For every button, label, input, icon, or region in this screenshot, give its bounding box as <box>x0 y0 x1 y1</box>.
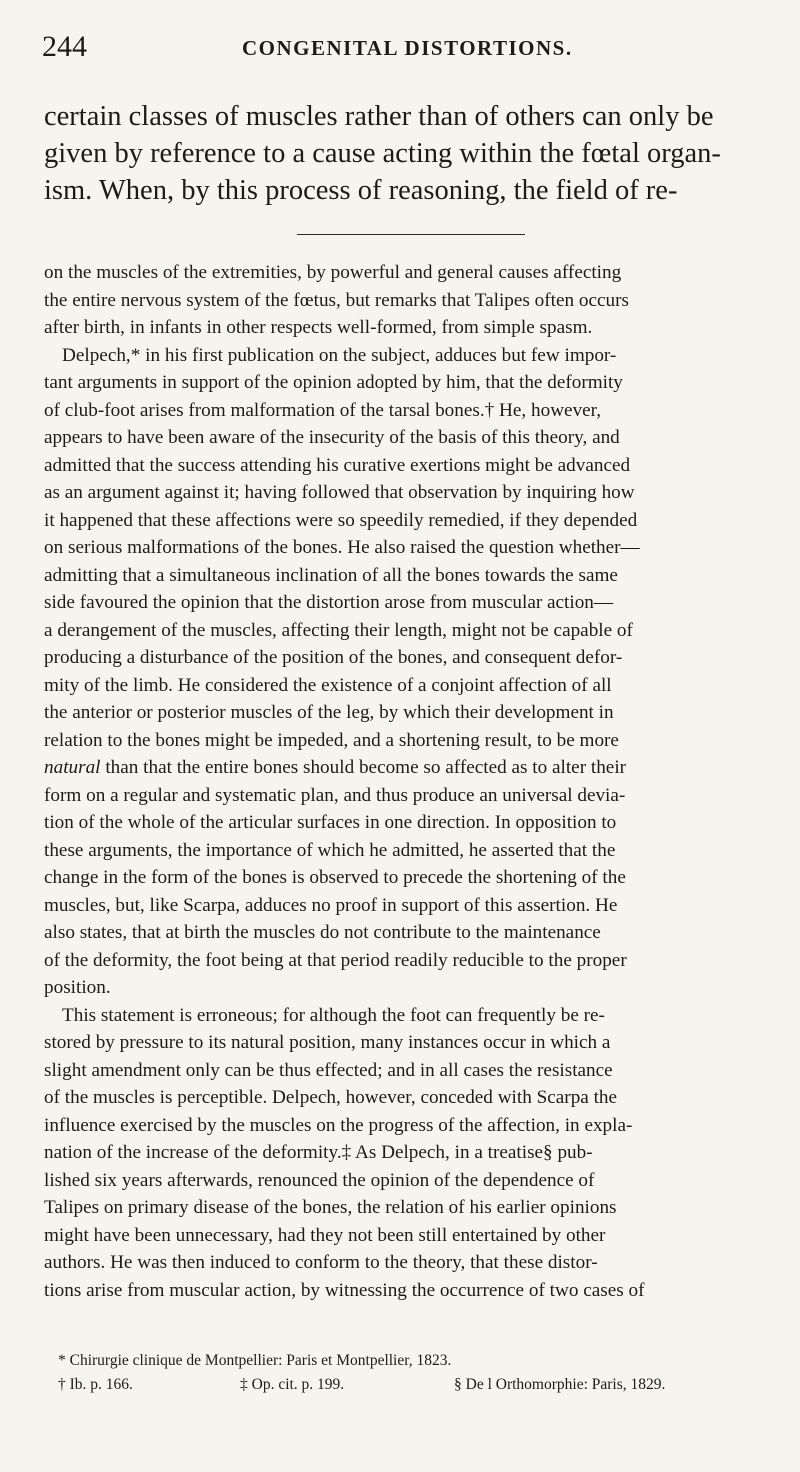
text-line: position. <box>44 977 111 998</box>
text-line: slight amendment only can be thus effected; and in all cases the resistance <box>44 1059 613 1081</box>
text-line: side favoured the opinion that the distortion arose from muscular action— <box>44 592 614 613</box>
text-line: influence exercised by the muscles on the progress of the affection, in expla- <box>44 1114 633 1136</box>
text-line: lished six years afterwards, renounced the opinion of the dependence of <box>44 1169 595 1191</box>
text-line: muscles, but, like Scarpa, adduces no proof in support of this assertion. He <box>44 894 618 916</box>
text-line: of the muscles is perceptible. Delpech, however, conceded with Scarpa the <box>44 1087 618 1108</box>
text-line-rest: than that the entire bones should become so affected as to alter their <box>105 757 627 778</box>
text-line: of club-foot arises from malformation of the tarsal bones.† He, however, <box>44 399 602 421</box>
footnote: § De l Orthomorphie: Paris, 1829. <box>454 1376 666 1393</box>
text-line: the entire nervous system of the fœtus, but remarks that Talipes often occurs <box>44 289 629 311</box>
footnote: † Ib. p. 166. <box>58 1376 133 1393</box>
text-line: relation to the bones might be impeded, and a shortening result, to be more <box>44 729 619 751</box>
text-line: also states, that at birth the muscles do not contribute to the maintenance <box>44 922 601 943</box>
text-line: Talipes on primary disease of the bones, the relation of his earlier opinions <box>44 1197 617 1218</box>
text-line-with-italic <box>44 754 760 782</box>
text-line: it happened that these affections were so speedily remedied, if they depended <box>44 509 638 531</box>
footnotes <box>58 1350 758 1398</box>
footnote-row <box>58 1374 758 1398</box>
text-line: nation of the increase of the deformity.‡ As Delpech, in a treatise§ pub- <box>44 1142 593 1163</box>
text-line: tant arguments in support of the opinion adopted by him, that the deformity <box>44 372 623 393</box>
page-number: 244 <box>42 30 87 63</box>
text-line: might have been unnecessary, had they not been still entertained by other <box>44 1224 606 1246</box>
text-line: these arguments, the importance of which he admitted, he asserted that the <box>44 839 616 861</box>
text-line: form on a regular and systematic plan, and thus produce an universal devia- <box>44 784 626 806</box>
running-head: CONGENITAL DISTORTIONS. <box>242 36 573 60</box>
text-line: the anterior or posterior muscles of the leg, by which their development in <box>44 702 614 723</box>
text-line: on serious malformations of the bones. He also raised the question whether— <box>44 537 640 558</box>
text-line: stored by pressure to its natural position, many instances occur in which a <box>44 1032 611 1053</box>
section-divider <box>297 234 525 235</box>
page-header <box>42 30 760 66</box>
text-line: change in the form of the bones is observed to precede the shortening of the <box>44 867 626 888</box>
footnote: ‡ Op. cit. p. 199. <box>240 1376 345 1393</box>
text-line: after birth, in infants in other respects well-formed, from simple spasm. <box>44 317 593 338</box>
footnote: * Chirurgie clinique de Montpellier: Paris et Montpellier, 1823. <box>58 1352 452 1369</box>
lead-line: ism. When, by this process of reasoning, the field of re- <box>44 175 678 206</box>
text-line: appears to have been aware of the insecurity of the basis of this theory, and <box>44 427 620 448</box>
text-line: admitting that a simultaneous inclination of all the bones towards the same <box>44 564 618 586</box>
text-line: tions arise from muscular action, by witnessing the occurrence of two cases of <box>44 1279 645 1301</box>
lead-paragraph <box>44 98 756 209</box>
body-text <box>44 259 760 1304</box>
text-line: as an argument against it; having followed that observation by inquiring how <box>44 482 635 503</box>
text-line: on the muscles of the extremities, by powerful and general causes affecting <box>44 262 622 283</box>
text-line: of the deformity, the foot being at that period readily reducible to the proper <box>44 949 627 971</box>
text-line: Delpech,* in his first publication on the subject, adduces but few impor- <box>62 344 617 366</box>
text-line: tion of the whole of the articular surfaces in one direction. In opposition to <box>44 812 617 833</box>
text-line: producing a disturbance of the position of the bones, and consequent defor- <box>44 647 623 668</box>
text-line: admitted that the success attending his curative exertions might be advanced <box>44 454 631 476</box>
lead-line: certain classes of muscles rather than of others can only be <box>44 101 714 132</box>
lead-line: given by reference to a cause acting within the fœtal organ- <box>44 138 721 169</box>
text-line: a derangement of the muscles, affecting their length, might not be capable of <box>44 619 633 641</box>
italic-word: natural <box>44 757 101 778</box>
text-line: mity of the limb. He considered the existence of a conjoint affection of all <box>44 674 612 696</box>
text-line: This statement is erroneous; for although the foot can frequently be re- <box>62 1004 605 1026</box>
text-line: authors. He was then induced to conform to the theory, that these distor- <box>44 1252 598 1273</box>
